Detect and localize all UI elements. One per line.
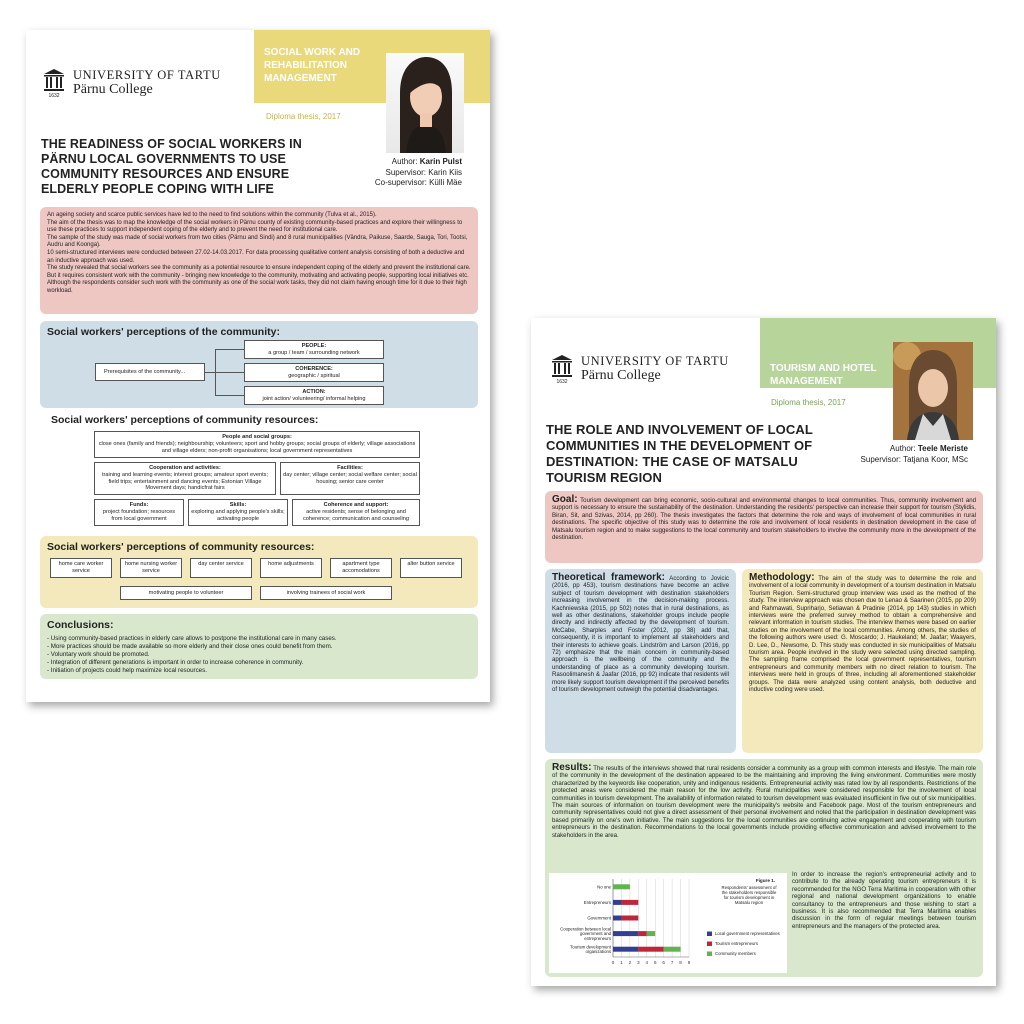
connector bbox=[215, 349, 244, 350]
x-tick-label: 6 bbox=[662, 960, 665, 965]
intro-paragraph: The sample of the study was made of social workers from two cities (Pärnu and Sindi) and 8 rural municipalities (Vändra, Paikuse, Saarde, Sauga, Tori, Tootsi, Audru and Koonga). bbox=[47, 234, 468, 249]
author-block bbox=[375, 157, 462, 189]
bar-segment bbox=[621, 900, 638, 905]
chart-subtitle: Respondents' assessment of the stakeholders responsible for tourism development in Matsalu region bbox=[721, 885, 777, 905]
bar-segment bbox=[647, 931, 655, 936]
conclusion-item: - More practices should be made available so more elderly and their close ones could benefit from them. bbox=[47, 643, 333, 650]
poster-social-work bbox=[26, 30, 490, 702]
legend-label: Tourism entrepreneurs bbox=[715, 941, 758, 946]
service-item: home nursing worker service bbox=[120, 558, 182, 578]
methodology-text: The aim of the study was to determine the role and involvement of a local community in development of a tourism destination in Matsalu Tourism Region. Semi-structured group interview was used as the method of the study. The interview approach was chosen due to Lenao & Saarinen (2015, pp 209) and Rahmawati, Supriharjo, Setiawan & Pradinie (2014, pp 143) studies in which interviews were the preferred survey method to obtain a comprehensive and relevant information in tourism studies. The interview themes were based on earlier studies on the involvement of the local communities. Among others, the studies of the following authors were used: G. Moscardo; J. Haukeland; M. Jaafar; Waayers, D. Lee, D., Newsome, D. This study was conducted in six municipalities of Matsalu tourism area. People involved in the study were selected using directed sampling. The sampling frame comprised the local government representatives, tourism entrepreneurs and community members with no direct relation to tourism. The interviews were held in groups of three, including all aforementioned stakeholder groups. The data were analyzed using content analysis, both deductive and inductive coding were used. bbox=[749, 575, 976, 694]
methodology-box bbox=[742, 569, 983, 753]
section-heading: Social workers' perceptions of community resources: bbox=[47, 541, 315, 553]
author-photo bbox=[386, 53, 464, 153]
service-item: alter button service bbox=[400, 558, 462, 578]
conclusion-item: - Using community-based practices in elderly care allows to postpone the institutional care in many cases. bbox=[47, 635, 337, 642]
x-tick-label: 4 bbox=[645, 960, 649, 965]
resource-facilities bbox=[280, 462, 420, 495]
section-heading: Social workers' perceptions of community resources: bbox=[51, 414, 319, 426]
branch-text: a group / team / surrounding network bbox=[268, 349, 360, 356]
section-heading: Methodology: bbox=[749, 572, 815, 583]
supervisor: Supervisor: Tatjana Koor, MSc bbox=[860, 454, 968, 464]
university-name: UNIVERSITY OF TARTU bbox=[73, 68, 221, 82]
university-building-icon bbox=[43, 68, 65, 99]
tree-branch-coherence bbox=[244, 363, 384, 382]
resource-funds bbox=[94, 499, 184, 526]
connector bbox=[215, 395, 244, 396]
branch-title: PEOPLE: bbox=[301, 343, 327, 349]
section-heading: Conclusions: bbox=[47, 619, 114, 631]
resource-text: project foundation; resources from local government bbox=[102, 508, 176, 522]
results-text: The results of the interviews showed that rural residents consider a community as a group with common interests and lifestyle. The main role of the community in the development of the destination appeared to be the maintaining and improving the living environment. Communities were mostly characterized by the keywords like cooperation, unity and indigenous residents. Entrepreneurial activity was rated low by all respondents. Restrictions of the protected areas were considered the main reason for the low activity. Rural municipalities were considered responsible for the involvement of local communities in tourism development. The availability of information related to tourism development was evaluated insufficient in five out of six municipalities. The main sources of information on tourism development were the municipality's website and Facebook page. Most of the tourism entrepreneurs and community representatives could not give a direct assessment of their personal involvement and noted that the participation in destination development was based primarily on one's own initiative. The main suggestions for the local communities are continuing active engagement and cooperating with tourism entrepreneurs in the destination. Recommendations to the local governments include providing effective communication and advised involvement to the stakeholders in the area. bbox=[552, 765, 976, 839]
conclusion-item: - Integration of different generations is important in order to increase coherence in community. bbox=[47, 659, 304, 666]
branch-title: COHERENCE: bbox=[295, 366, 333, 372]
section-heading: Theoretical framework: bbox=[552, 572, 665, 583]
intro-paragraph: An ageing society and scarce public services have led to the need to find solutions within the community (Tulva et al., 2015). bbox=[47, 212, 377, 218]
category-label: Tourism development organizations bbox=[570, 944, 611, 955]
thesis-label: Diploma thesis, 2017 bbox=[771, 398, 846, 407]
service-item: apartment type accomodations bbox=[330, 558, 392, 578]
supervisor: Supervisor: Karin Kiis bbox=[385, 167, 462, 177]
results-box bbox=[545, 759, 983, 977]
logo-year: 1632 bbox=[556, 379, 568, 385]
bar-segment bbox=[613, 931, 638, 936]
logo-year: 1632 bbox=[48, 93, 60, 99]
goal-text: Tourism development can bring economic, socio-cultural and environmental changes to local communities. Thus, community involvement and support is necessary to ensure the sustainability of the destination. Understanding the residents' perspective can increase their support for tourism (Stylidis, Biran, Sit, and Szivas, 2014, pp 260). The thesis investigates the factors that determine the role and ways of involvement of local communities in rural destinations. The specific objective of this study was to determine the role and involvement of local residents in destination development in the case of Matsalu tourism region and to make suggestions to the local community and tourism stakeholders to involve the community more in the development of the destination. bbox=[552, 497, 976, 542]
author-name: Karin Pulst bbox=[419, 157, 462, 166]
service-item: motivating people to volunteer bbox=[120, 586, 252, 600]
x-tick-label: 7 bbox=[670, 960, 674, 965]
tree-branch-people bbox=[244, 340, 384, 359]
bar-segment bbox=[638, 931, 646, 936]
bar-segment bbox=[638, 947, 663, 952]
service-item: involving trainees of social work bbox=[260, 586, 392, 600]
connector bbox=[205, 372, 215, 373]
poster-tourism bbox=[531, 318, 996, 986]
university-logo bbox=[551, 354, 729, 385]
tree-branch-action bbox=[244, 386, 384, 405]
intro-paragraph: 10 semi-structured interviews were conducted between 27.02-14.03.2017. For data processing qualitative content analysis consisting of both a deductive and an inductive approach was used. bbox=[47, 249, 465, 264]
bar-segment bbox=[613, 884, 630, 889]
section-heading: Social workers' perceptions of the community: bbox=[47, 326, 280, 338]
resource-text: close ones (family and friends); neighbourship; volunteers; sport and hobby groups; social groups of elderly; village associations and village elders; non-profit organisations; local government representatives bbox=[98, 440, 416, 454]
resource-coherence bbox=[292, 499, 420, 526]
programme-label: TOURISM AND HOTEL MANAGEMENT bbox=[770, 363, 877, 387]
community-perceptions-box bbox=[40, 321, 478, 408]
bar-segment bbox=[621, 916, 638, 921]
theory-text: According to Jovicic (2016, pp 453), tourism destinations have become an active subject of tourism development with destination stakeholders increasing involvement in the decision-making process. Kachniewska (2015, pp 502) notes that in rural destinations, as well as other destinations, stakeholder groups include people directly and indirectly affected by the development of tourism. McCabe, Sharples and Foster (2012, pp 38) add that, consequently, it is important to implement all stakeholders and their interests to achieve goals. Lindström and Larson (2016, pp 72) emphasize that the main concern in community-based approach is the wellbeing of the community and the understanding of place as a community developing tourism. Rasoolimanesh & Jaafar (2016, pp 92) indicate that residents will more likely support tourism development if the perceived benefits of tourism development outweigh the potential disadvantages. bbox=[552, 575, 729, 694]
resource-skills bbox=[188, 499, 288, 526]
intro-paragraph: The aim of the thesis was to map the knowledge of the social workers in Pärnu county of existing community-based practices and explore their willingness to use these practices to support independent coping of the elderly and to prevent the need for institutional care. bbox=[47, 219, 463, 234]
conclusion-item: - Voluntary work should be promoted. bbox=[47, 651, 150, 658]
goal-box bbox=[545, 491, 983, 563]
author-prefix: Author: bbox=[889, 444, 918, 453]
resources-services-box bbox=[40, 536, 478, 608]
x-tick-label: 0 bbox=[611, 960, 615, 965]
author-prefix: Author: bbox=[391, 157, 420, 166]
resource-text: training and learning events; interest groups; amateur sport events; field trips; entertainment and dancing events; Estonian Village Movement days; handicfrat fairs bbox=[101, 471, 269, 492]
resource-title: Facilities: bbox=[337, 465, 363, 471]
bar-segment bbox=[613, 947, 638, 952]
results-side-text: In order to increase the region's entrepreneurial activity and to contribute to the already operating tourism entrepreneurs it is recommended for the NGO Terra Maritima in cooperation with other regional and national development organizations to enable consultancy to the entrepreneurs and those wishing to start a business. It is also recommended that Terra Maritima enables discussion in the form of regular meetings between tourism entrepreneurs and the managers of the protected area. bbox=[792, 871, 976, 930]
college-name: Pärnu College bbox=[581, 368, 661, 383]
x-tick-label: 5 bbox=[653, 960, 657, 965]
theory-box bbox=[545, 569, 736, 753]
x-tick-label: 3 bbox=[637, 960, 640, 965]
x-tick-label: 2 bbox=[628, 960, 632, 965]
category-label: Government bbox=[587, 915, 611, 921]
author-block bbox=[861, 444, 968, 465]
conclusion-item: - Initiation of projects could help maximize local resources. bbox=[47, 667, 207, 674]
section-heading: Goal: bbox=[552, 494, 578, 505]
college-name: Pärnu College bbox=[73, 82, 153, 97]
university-building-icon bbox=[551, 354, 573, 385]
service-item: home adjustments bbox=[260, 558, 322, 578]
resource-title: People and social groups: bbox=[222, 434, 292, 440]
poster-title: THE ROLE AND INVOLVEMENT OF LOCAL COMMUNITIES IN THE DEVELOPMENT OF DESTINATION: THE CASE OF MATSALU TOURISM REGION bbox=[546, 422, 813, 485]
branch-text: geographic / spiritual bbox=[288, 372, 340, 379]
resource-title: Funds: bbox=[129, 502, 149, 508]
connector bbox=[215, 372, 244, 373]
university-logo bbox=[43, 68, 221, 99]
poster-title: THE READINESS OF SOCIAL WORKERS IN PÄRNU LOCAL GOVERNMENTS TO USE COMMUNITY RESOURCES AND ENSURE ELDERLY PEOPLE COPING WITH LIFE bbox=[41, 137, 302, 196]
x-tick-label: 9 bbox=[687, 960, 691, 965]
programme-label: SOCIAL WORK AND REHABILITATION MANAGEMENT bbox=[264, 47, 361, 84]
university-name: UNIVERSITY OF TARTU bbox=[581, 354, 729, 368]
intro-box bbox=[40, 207, 478, 314]
category-label: Cooperation between local government and entrepreneurs bbox=[560, 926, 611, 941]
resource-title: Coherence and support: bbox=[323, 502, 389, 508]
tree-root: Prerequisites of the community... bbox=[95, 363, 205, 381]
resource-text: exploring and applying people's skills; activating people bbox=[191, 508, 285, 522]
bar-segment bbox=[613, 916, 621, 921]
intro-paragraph: The study revealed that social workers see the community as a potential resource to ensure independent coping of the elderly and prevent the institutional care. But it requires consistent work with the community - bringing new knowledge to the community, motivating and activating people, supporting local initiatives etc. Although the respondents consider such work with the community as one of the social work tasks, they did not claim having enough time for it due to their high workload. bbox=[47, 265, 471, 294]
resource-title: Cooperation and activities: bbox=[149, 465, 221, 471]
author-line bbox=[375, 157, 462, 168]
legend-swatch bbox=[707, 952, 712, 957]
chart-title: Figure 1. bbox=[755, 878, 775, 883]
resource-people bbox=[94, 431, 420, 458]
category-label: Entrepreneurs bbox=[583, 899, 611, 905]
author-line bbox=[861, 444, 968, 455]
conclusions-box bbox=[40, 614, 478, 679]
category-label: No one bbox=[597, 884, 611, 890]
resource-text: active residents; sense of belonging and coherence; communication and counseling bbox=[302, 508, 410, 522]
service-item: home care worker service bbox=[50, 558, 112, 578]
branch-text: joint action/ volunteering/ informal helping bbox=[262, 395, 366, 402]
branch-title: ACTION: bbox=[302, 389, 326, 395]
x-tick-label: 1 bbox=[620, 960, 623, 965]
service-item: day center service bbox=[190, 558, 252, 578]
resource-cooperation bbox=[94, 462, 276, 495]
legend-label: Community members bbox=[715, 951, 756, 956]
figure-chart bbox=[549, 873, 787, 973]
resource-text: day center; village center; social welfare center; social housing; senior care center bbox=[283, 471, 417, 485]
bar-segment bbox=[664, 947, 681, 952]
bar-segment bbox=[613, 900, 621, 905]
section-heading: Results: bbox=[552, 762, 592, 773]
legend-swatch bbox=[707, 942, 712, 947]
legend-label: Local government representatives bbox=[715, 931, 780, 936]
cosupervisor: Co-supervisor: Külli Mäe bbox=[374, 178, 462, 187]
resource-title: Skills: bbox=[229, 502, 247, 508]
x-tick-label: 8 bbox=[679, 960, 682, 965]
legend-swatch bbox=[707, 932, 712, 937]
author-name: Teele Meriste bbox=[917, 444, 968, 453]
conclusions-list bbox=[47, 635, 471, 675]
author-photo bbox=[893, 342, 973, 440]
chart-svg bbox=[549, 873, 787, 973]
thesis-label: Diploma thesis, 2017 bbox=[266, 112, 341, 121]
